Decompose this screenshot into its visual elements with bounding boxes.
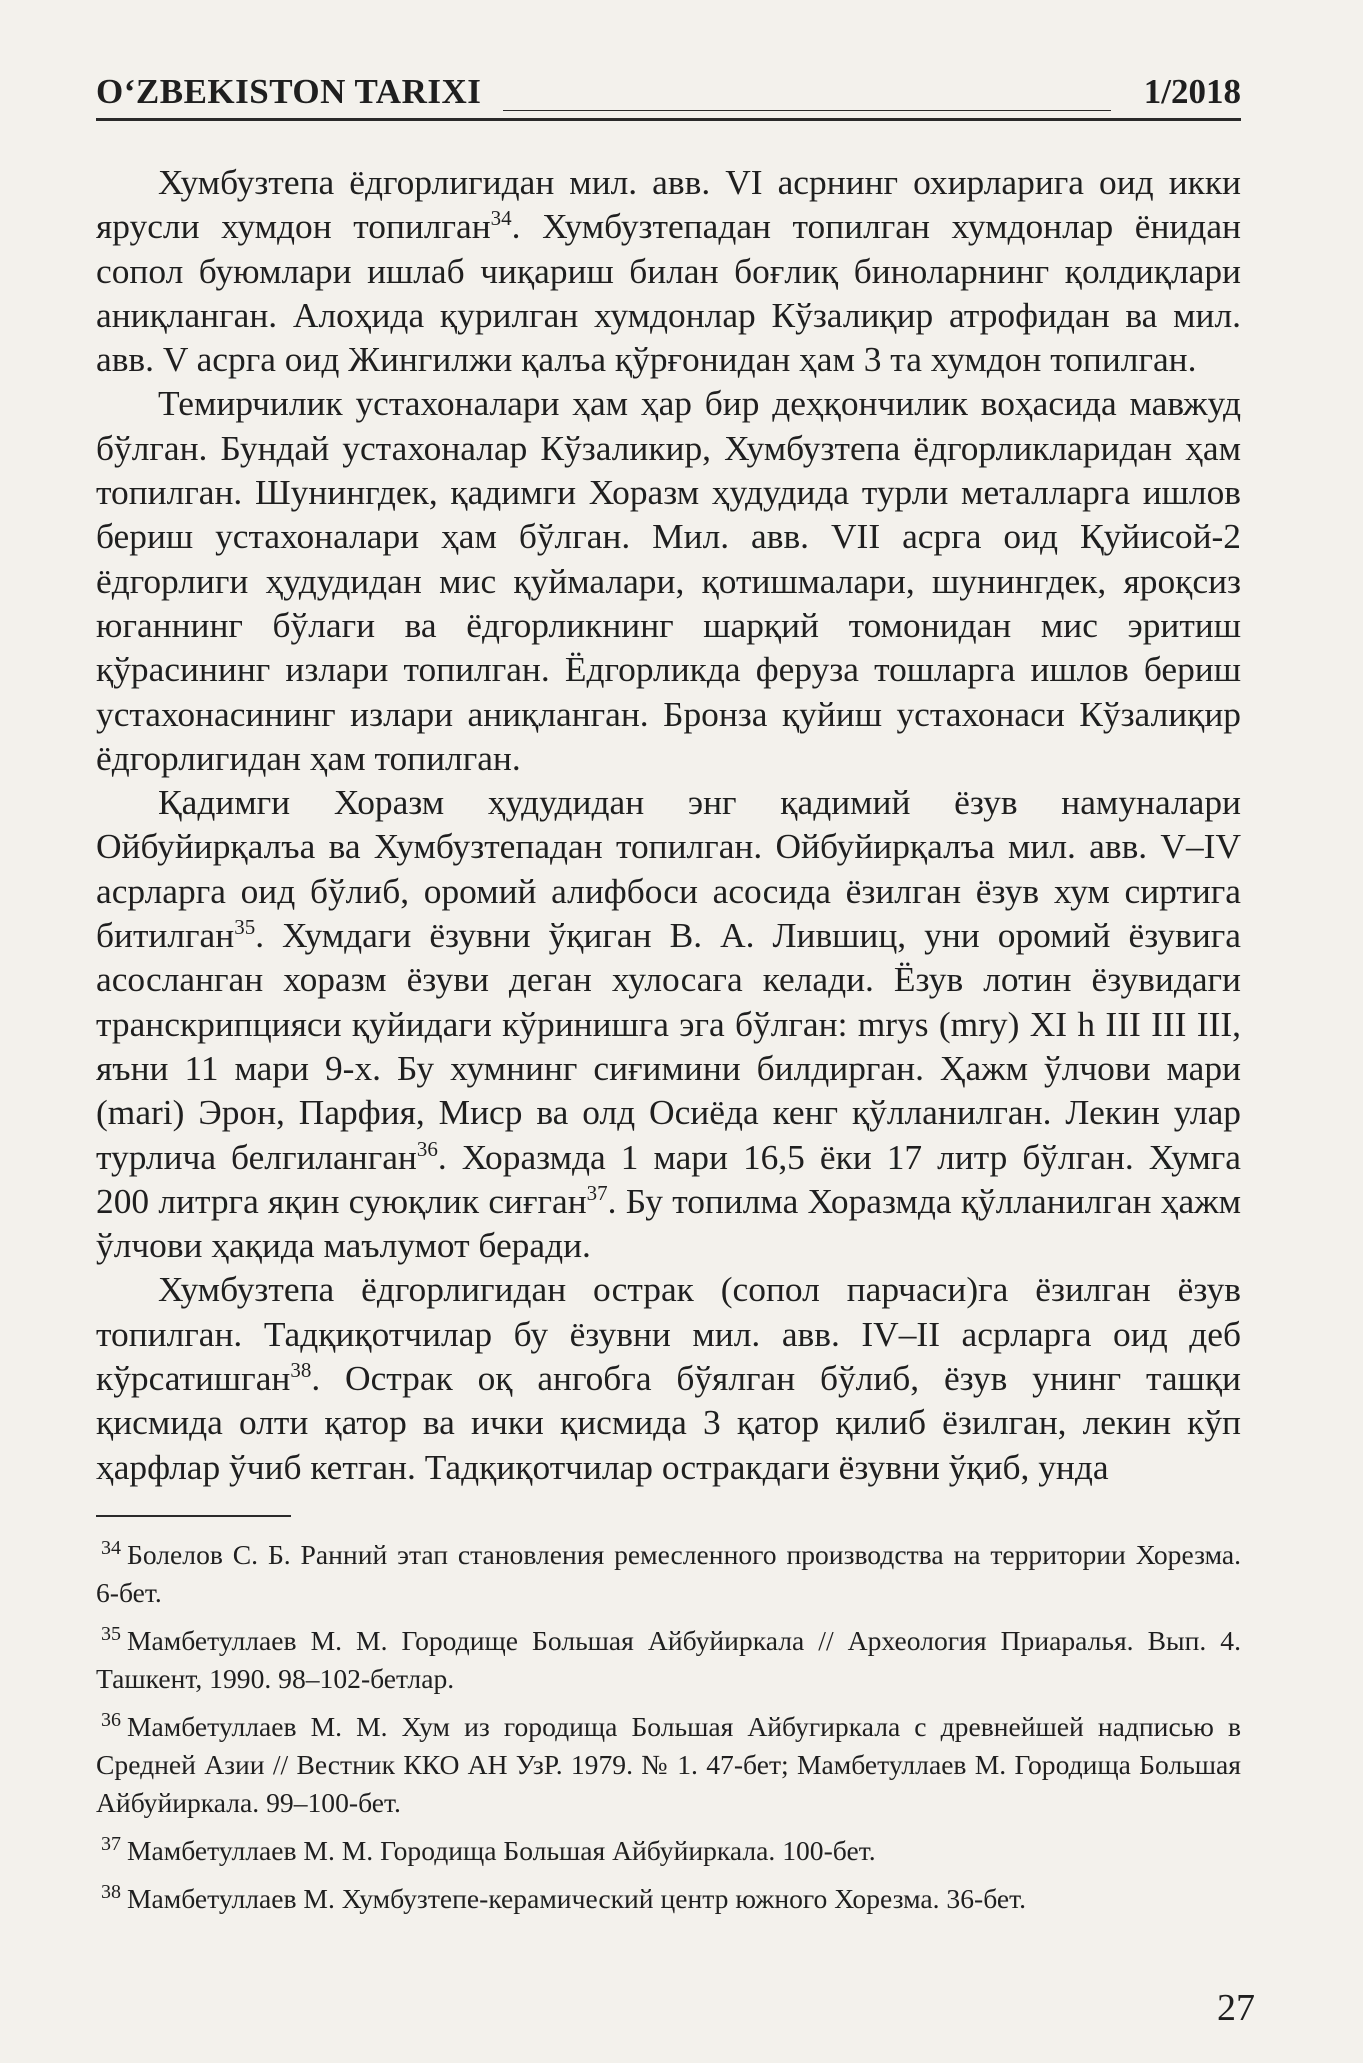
main-text xyxy=(96,160,1241,1489)
footnote-ref: 34 xyxy=(490,206,512,231)
page-number: 27 xyxy=(1217,1987,1255,2029)
footnote-ref: 37 xyxy=(586,1181,608,1206)
journal-title: O‘ZBEKISTON TARIXI xyxy=(96,72,482,111)
footnote-ref: 36 xyxy=(416,1136,438,1161)
footnote: $^{37}$ Мамбетуллаев М. М. Городища Большая Айбуйиркала. 100-бет. xyxy=(101,1832,876,1866)
footnotes xyxy=(96,1536,1241,1928)
footnote-ref: 38 xyxy=(290,1358,312,1383)
paragraph-3: Қадимги Хоразм ҳудудидан энг қадимий ёзув намуналари Ойбуйирқалъа ва Хумбузтепадан топилган. Ойбуйирқалъа мил. авв. V–IV асрларга оид бўлиб, оромий алифбоси асосида ёзилган ёзув хум сиртига битилган$^{35}$. Хумдаги ёзувни ўқиган В. А. Лившиц, уни оромий ёзувига асосланган хоразм ёзуви деган хулосага келади. Ёзув лотин ёзувидаги транскрипцияси қуйидаги кўринишга эга бўлган: mrys (mry) XI h III III III, яъни 11 мари 9-х. Бу хумнинг сиғимини билдирган. Ҳажм ўлчови мари (mari) Эрон, Парфия, Миср ва олд Осиёда кенг қўлланилган. Лекин улар турлича белгиланган$^{36}$. Хоразмда 1 мари 16,5 ёки 17 литр бўлган. Хумга 200 литрга яқин суюқлик сиғган$^{37}$. Бу топилма Хоразмда қўлланилган ҳажм ўлчови ҳақида маълумот беради. xyxy=(96,782,1241,1266)
footnote-separator xyxy=(96,1515,291,1517)
paragraph-2: Темирчилик устахоналари ҳам ҳар бир деҳқончилик воҳасида мавжуд бўлган. Бундай устахоналар Кўзаликир, Хумбузтепа ёдгорликларидан ҳам топилган. Шунингдек, қадимги Хоразм ҳудудида турли металларга ишлов бериш устахоналари ҳам бўлган. Мил. авв. VII асрга оид Қуйисой-2 ёдгорлиги ҳудудидан мис қуймалари, қотишмалари, шунингдек, яроқсиз юганнинг бўлаги ва ёдгорликнинг шарқий томонидан мис эритиш қўрасининг излари топилган. Ёдгорликда феруза тошларга ишлов бериш устахонасининг излари аниқланган. Бронза қуйиш устахонаси Кўзалиқир ёдгорлигидан ҳам топилган. xyxy=(96,383,1241,778)
footnote-ref: 35 xyxy=(234,915,256,940)
paragraph-1: Хумбузтепа ёдгорлигидан мил. авв. VI асрнинг охирларига оид икки ярусли хумдон топилган$^{34}$. Хумбузтепадан топилган хумдонлар ёнидан сопол буюмлари ишлаб чиқариш билан боғлиқ биноларнинг қолдиқлари аниқланган. Алоҳида қурилган хумдонлар Кўзалиқир атрофидан ва мил. авв. V асрга оид Жингилжи қалъа қўрғонидан ҳам 3 та хумдон топилган. xyxy=(96,162,1242,380)
footnote: $^{35}$ Мамбетуллаев М. М. Городище Большая Айбуйиркала // Археология Приаралья. Вып. 4. Ташкент, 1990. 98–102-бетлар. xyxy=(96,1622,1241,1694)
footnote: $^{34}$ Болелов С. Б. Ранний этап становления ремесленного производства на территории Хорезма. 6-бет. xyxy=(96,1536,1241,1608)
running-header xyxy=(96,72,1241,122)
header-rule-thin xyxy=(503,110,1111,111)
footnote: $^{38}$ Мамбетуллаев М. Хумбузтепе-керамический центр южного Хорезма. 36-бет. xyxy=(101,1880,1027,1914)
paragraph-4: Хумбузтепа ёдгорлигидан острак (сопол парчаси)га ёзилган ёзув топилган. Тадқиқотчилар бу ёзувни мил. авв. IV–II асрларга оид деб кўрсатишган$^{38}$. Острак оқ ангобга бўялган бўлиб, ёзув унинг ташқи қисмида олти қатор ва ички қисмида 3 қатор қилиб ёзилган, лекин кўп ҳарфлар ўчиб кетган. Тадқиқотчилар остракдаги ёзувни ўқиб, унда xyxy=(96,1269,1241,1487)
issue-number: 1/2018 xyxy=(1143,72,1241,111)
header-rule xyxy=(96,118,1241,121)
footnote: $^{36}$ Мамбетуллаев М. М. Хум из городища Большая Айбугиркала с древнейшей надписью в Средней Азии // Вестник ККО АН УзР. 1979. № 1. 47-бет; Мамбетуллаев М. Городища Большая Айбуйиркала. 99–100-бет. xyxy=(96,1708,1241,1818)
